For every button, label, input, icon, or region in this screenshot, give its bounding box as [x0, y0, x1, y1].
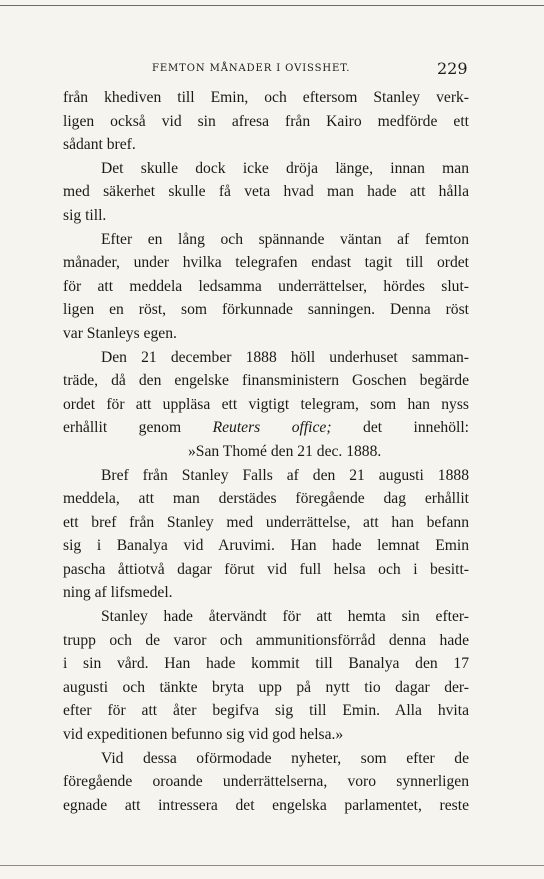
text-line: med säkerhet skulle få veta hvad man hade att hålla [63, 183, 469, 201]
page-header [0, 59, 544, 82]
text-line: Bref från Stanley Falls af den 21 augusti 1888 [101, 466, 469, 484]
text-line: föregående oroande underrättelserna, voro synnerligen [63, 773, 469, 791]
text-line: sig i Banalya vid Aruvimi. Han hade lemnat Emin [63, 537, 469, 555]
text-line-with-italic [63, 416, 469, 440]
text-line: trupp och de varor och ammunitionsförråd denna hade [63, 631, 469, 649]
text-line: sådant bref. [63, 136, 136, 154]
top-edge-rule [0, 5, 544, 6]
text-line: i sin vård. Han hade kommit till Banalya den 17 [63, 655, 469, 673]
text-line: Stanley hade återvändt för att hemta sin efter- [101, 608, 469, 626]
text-line: Efter en lång och spännande väntan af femton [101, 230, 469, 248]
bottom-edge-rule [0, 865, 544, 866]
body-text [63, 86, 469, 817]
text-line: för att meddela ledsamma underrättelser, hördes slut- [63, 277, 469, 295]
text-line: var Stanleys egen. [63, 324, 177, 342]
text-line: augusti och tänkte bryta upp på nytt tio dagar der- [63, 678, 469, 696]
text-line: sig till. [63, 206, 107, 224]
text-line: från khediven till Emin, och eftersom Stanley verk- [63, 89, 469, 106]
text-segment: det innehöll: [363, 419, 469, 437]
text-line: träde, då den engelske finansministern Goschen begärde [63, 372, 469, 390]
text-line: Det skulle dock icke dröja länge, innan man [101, 159, 469, 177]
running-title: FEMTON MÅNADER I OVISSHET. [152, 63, 351, 74]
text-line: månader, under hvilka telegrafen endast tagit till ordet [63, 254, 469, 272]
text-line: Vid dessa oförmodade nyheter, som efter de [101, 749, 469, 767]
text-line: vid expeditionen befunno sig vid god helsa.» [63, 726, 344, 744]
text-segment: erhållit genom [63, 419, 182, 437]
text-line: pascha åttiotvå dagar förut vid full helsa och i besitt- [63, 560, 469, 578]
text-line: ligen också vid sin afresa från Kairo medförde ett [63, 112, 469, 130]
text-line: ning af lifsmedel. [63, 584, 173, 602]
page-number: 229 [437, 59, 468, 78]
text-line: meddela, att man derstädes föregående dag erhållit [63, 490, 469, 508]
telegram-dateline: »San Thomé den 21 dec. 1888. [188, 442, 382, 460]
text-line: egnade att intressera det engelska parlamentet, reste [63, 796, 469, 814]
text-line: efter för att åter begifva sig till Emin. Alla hvita [63, 702, 469, 720]
text-line: Den 21 december 1888 höll underhuset samman- [101, 348, 469, 366]
text-line: ligen en röst, som förkunnade sanningen. Denna röst [63, 301, 469, 319]
text-line: ordet för att uppläsa ett vigtigt telegram, som han nyss [63, 395, 469, 413]
text-line: ett bref från Stanley med underrättelse, att han befann [63, 513, 469, 531]
italic-publication-name: Reuters office; [212, 419, 332, 437]
